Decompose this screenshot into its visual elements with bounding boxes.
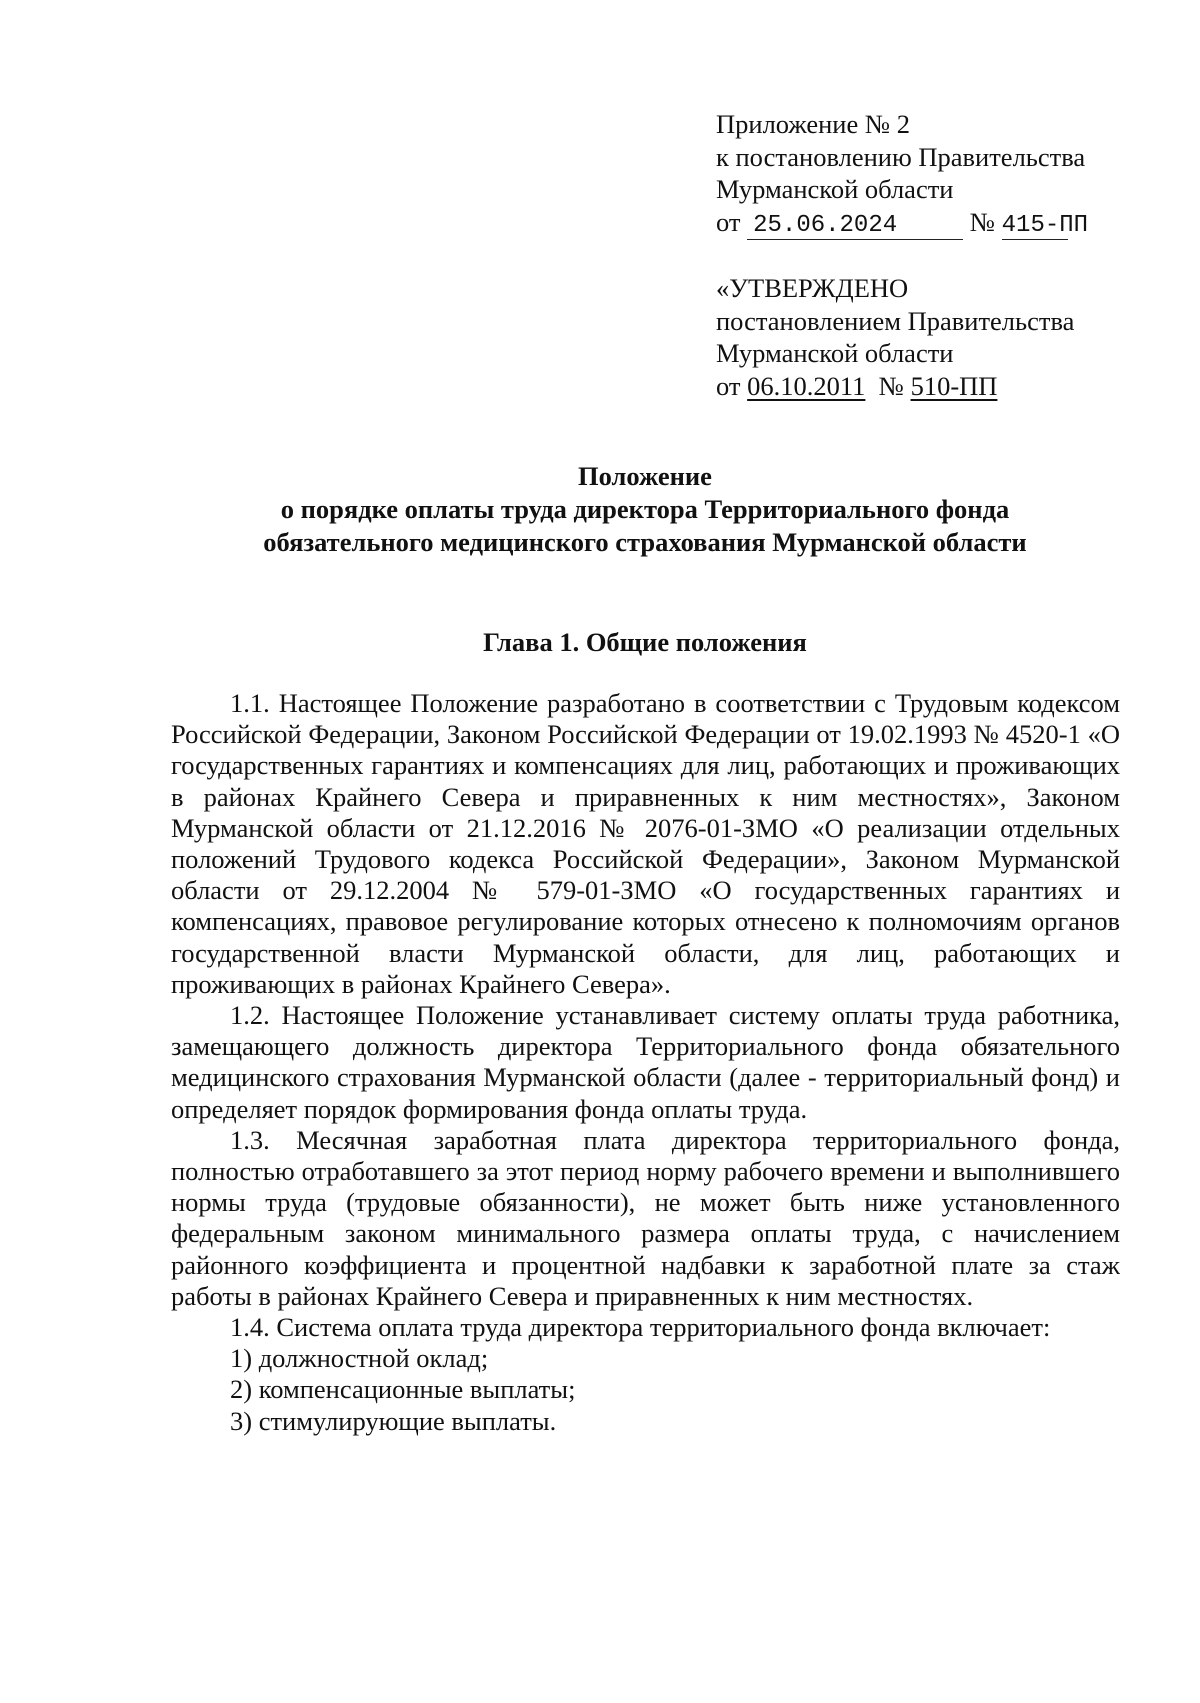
list-item: 2) компенсационные выплаты; [230,1374,576,1405]
title-line-3: обязательного медицинского страхования Мурманской области [263,527,1027,557]
approved-date-prefix: от [716,370,741,401]
approved-line-2: постановлением Правительства [716,305,1075,336]
approved-line-3: Мурманской области [716,338,954,368]
paragraph-1-4-intro: 1.4. Система оплата труда директора территориального фонда включает: [230,1312,1051,1343]
annex-line-3: Мурманской области [716,174,954,204]
approved-date-line [716,370,1074,403]
annex-block [716,108,1089,240]
title-line-2: о порядке оплаты труда директора Территориального фонда [280,494,1010,524]
approved-number-prefix: № [878,370,904,401]
annex-date-prefix: от [716,206,741,237]
paragraph-1-2: 1.2. Настоящее Положение устанавливает систему оплаты труда работника, замещающего должность директора Территориального фонда обязательного медицинского страхования Мурманской области (далее - территориальный фонд) и определяет порядок формирования фонда оплаты труда. [171,1000,1120,1124]
chapter-heading: Глава 1. Общие положения [483,627,807,657]
approved-number-value: 510-ПП [910,370,998,401]
title-line-1: Положение [578,461,712,491]
annex-number-prefix: № [969,206,996,237]
document-title [150,460,1140,559]
annex-line-1: Приложение № 2 [716,109,911,139]
chapter-body [171,688,1120,1437]
annex-line-2: к постановлению Правительства [716,141,1086,172]
annex-number-value: 415-ПП [1001,211,1089,239]
approved-block [716,272,1074,402]
annex-date-value: 25.06.2024 [747,213,963,240]
approved-line-1: «УТВЕРЖДЕНО [716,273,909,303]
approved-date-value: 06.10.2011 [747,370,866,401]
list-item: 1) должностной оклад; [230,1343,489,1374]
list-item: 3) стимулирующие выплаты. [230,1405,557,1436]
annex-date-line [716,206,1089,240]
paragraph-1-3: 1.3. Месячная заработная плата директора территориального фонда, полностью отработавшего за этот период норму рабочего времени и выполнившего нормы труда (трудовые обязанности), не может быть ниже установленного федеральным законом минимального размера оплаты труда, с начислением районного коэффициента и процентной надбавки к заработной плате за стаж работы в районах Крайнего Севера и приравненных к ним местностях. [171,1124,1120,1311]
paragraph-1-1: 1.1. Настоящее Положение разработано в соответствии с Трудовым кодексом Российской Федерации, Законом Российской Федерации от 19.02.1993 № 4520-1 «О государственных гарантиях и компенсациях для лиц, работающих и проживающих в районах Крайнего Севера и приравненных к ним местностях», Законом Мурманской области от 21.12.2016 № 2076-01-ЗМО «О реализации отдельных положений Трудового кодекса Российской Федерации», Законом Мурманской области от 29.12.2004 № 579-01-ЗМО «О государственных гарантиях и компенсациях, правовое регулирование которых отнесено к полномочиям органов государственной власти Мурманской области, для лиц, работающих и проживающих в районах Крайнего Севера». [171,688,1120,999]
